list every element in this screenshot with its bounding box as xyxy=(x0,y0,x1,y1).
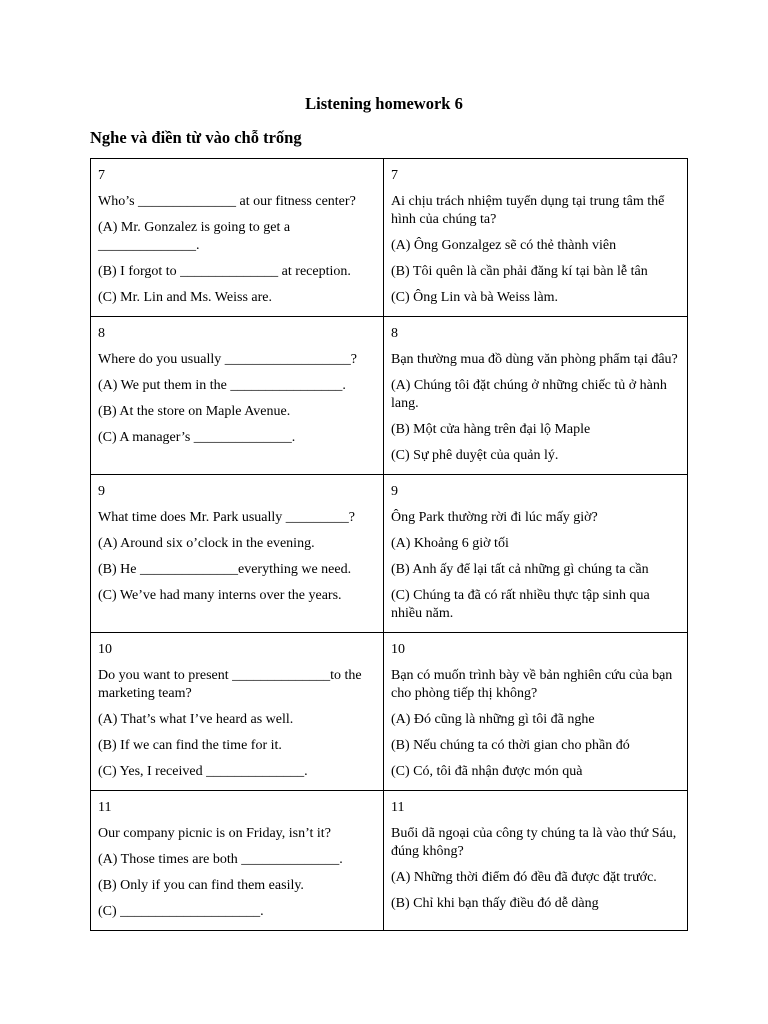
question-number: 11 xyxy=(391,800,405,815)
answer-option: (B) If we can find the time for it. xyxy=(98,738,282,753)
answer-option: (C) Ông Lin và bà Weiss làm. xyxy=(391,290,558,305)
question-text: Ai chịu trách nhiệm tuyển dụng tại trung tâm thể hình của chúng ta? xyxy=(391,194,668,227)
question-row xyxy=(91,475,688,633)
question-text: Buổi dã ngoại của công ty chúng ta là vào thứ Sáu, đúng không? xyxy=(391,826,680,859)
answer-option: (A) Chúng tôi đặt chúng ở những chiếc tủ ở hành lang. xyxy=(391,378,671,411)
question-number: 9 xyxy=(391,484,398,499)
question-number: 11 xyxy=(98,800,112,815)
english-cell xyxy=(91,791,384,931)
vietnamese-cell xyxy=(384,317,688,475)
answer-option: (A) Những thời điểm đó đều đã được đặt trước. xyxy=(391,870,657,885)
answer-option: (B) I forgot to ______________ at reception. xyxy=(98,264,351,279)
question-text: Ông Park thường rời đi lúc mấy giờ? xyxy=(391,510,598,525)
page-title: Listening homework 6 xyxy=(305,94,463,113)
answer-option: (A) Around six o’clock in the evening. xyxy=(98,536,315,551)
answer-option: (C) Có, tôi đã nhận được món quà xyxy=(391,764,583,779)
question-text: Bạn có muốn trình bày về bản nghiên cứu của bạn cho phòng tiếp thị không? xyxy=(391,668,676,701)
vietnamese-cell xyxy=(384,633,688,791)
answer-option: (A) We put them in the ________________. xyxy=(98,378,346,393)
question-row xyxy=(91,317,688,475)
answer-option: (C) Sự phê duyệt của quản lý. xyxy=(391,448,559,463)
answer-option: (A) Đó cũng là những gì tôi đã nghe xyxy=(391,712,595,727)
question-number: 10 xyxy=(391,642,405,657)
answer-option: (B) He ______________everything we need. xyxy=(98,562,352,577)
vietnamese-cell xyxy=(384,159,688,317)
instruction-heading: Nghe và điền từ vào chỗ trống xyxy=(90,128,302,147)
question-text: Who’s ______________ at our fitness center? xyxy=(98,194,356,209)
english-cell xyxy=(91,633,384,791)
question-text: What time does Mr. Park usually _________? xyxy=(98,510,356,525)
question-row xyxy=(91,159,688,317)
question-row xyxy=(91,633,688,791)
answer-option: (B) Một cửa hàng trên đại lộ Maple xyxy=(391,422,591,437)
answer-option: (A) Ông Gonzalgez sẽ có thẻ thành viên xyxy=(391,238,617,253)
english-cell xyxy=(91,317,384,475)
answer-option: (A) Mr. Gonzalez is going to get a ______________. xyxy=(98,220,294,253)
answer-option: (B) Tôi quên là cần phải đăng kí tại bàn lễ tân xyxy=(391,264,648,279)
english-cell xyxy=(91,475,384,633)
question-text: Our company picnic is on Friday, isn’t it? xyxy=(98,826,331,841)
question-text: Bạn thường mua đồ dùng văn phòng phẩm tại đâu? xyxy=(391,352,678,367)
exercise-table xyxy=(90,158,688,931)
question-text: Do you want to present ______________to the marketing team? xyxy=(98,668,366,701)
answer-option: (C) Mr. Lin and Ms. Weiss are. xyxy=(98,290,272,305)
answer-option: (B) Only if you can find them easily. xyxy=(98,878,304,893)
answer-option: (B) At the store on Maple Avenue. xyxy=(98,404,291,419)
answer-option: (A) Khoảng 6 giờ tối xyxy=(391,536,509,551)
answer-option: (C) A manager’s ______________. xyxy=(98,430,296,445)
answer-option: (C) We’ve had many interns over the years. xyxy=(98,588,342,603)
vietnamese-cell xyxy=(384,791,688,931)
answer-option: (B) Chỉ khi bạn thấy điều đó dễ dàng xyxy=(391,896,599,911)
question-number: 10 xyxy=(98,642,112,657)
answer-option: (A) That’s what I’ve heard as well. xyxy=(98,712,294,727)
answer-option: (A) Those times are both ______________. xyxy=(98,852,343,867)
question-row xyxy=(91,791,688,931)
vietnamese-cell xyxy=(384,475,688,633)
question-number: 8 xyxy=(98,326,105,341)
answer-option: (B) Anh ấy để lại tất cả những gì chúng ta cần xyxy=(391,562,649,577)
question-number: 9 xyxy=(98,484,105,499)
question-number: 7 xyxy=(391,168,398,183)
question-text: Where do you usually __________________? xyxy=(98,352,357,367)
question-number: 7 xyxy=(98,168,105,183)
answer-option: (C) ____________________. xyxy=(98,904,264,919)
answer-option: (C) Yes, I received ______________. xyxy=(98,764,308,779)
answer-option: (B) Nếu chúng ta có thời gian cho phần đó xyxy=(391,738,630,753)
english-cell xyxy=(91,159,384,317)
answer-option: (C) Chúng ta đã có rất nhiều thực tập sinh qua nhiều năm. xyxy=(391,588,654,621)
question-number: 8 xyxy=(391,326,398,341)
